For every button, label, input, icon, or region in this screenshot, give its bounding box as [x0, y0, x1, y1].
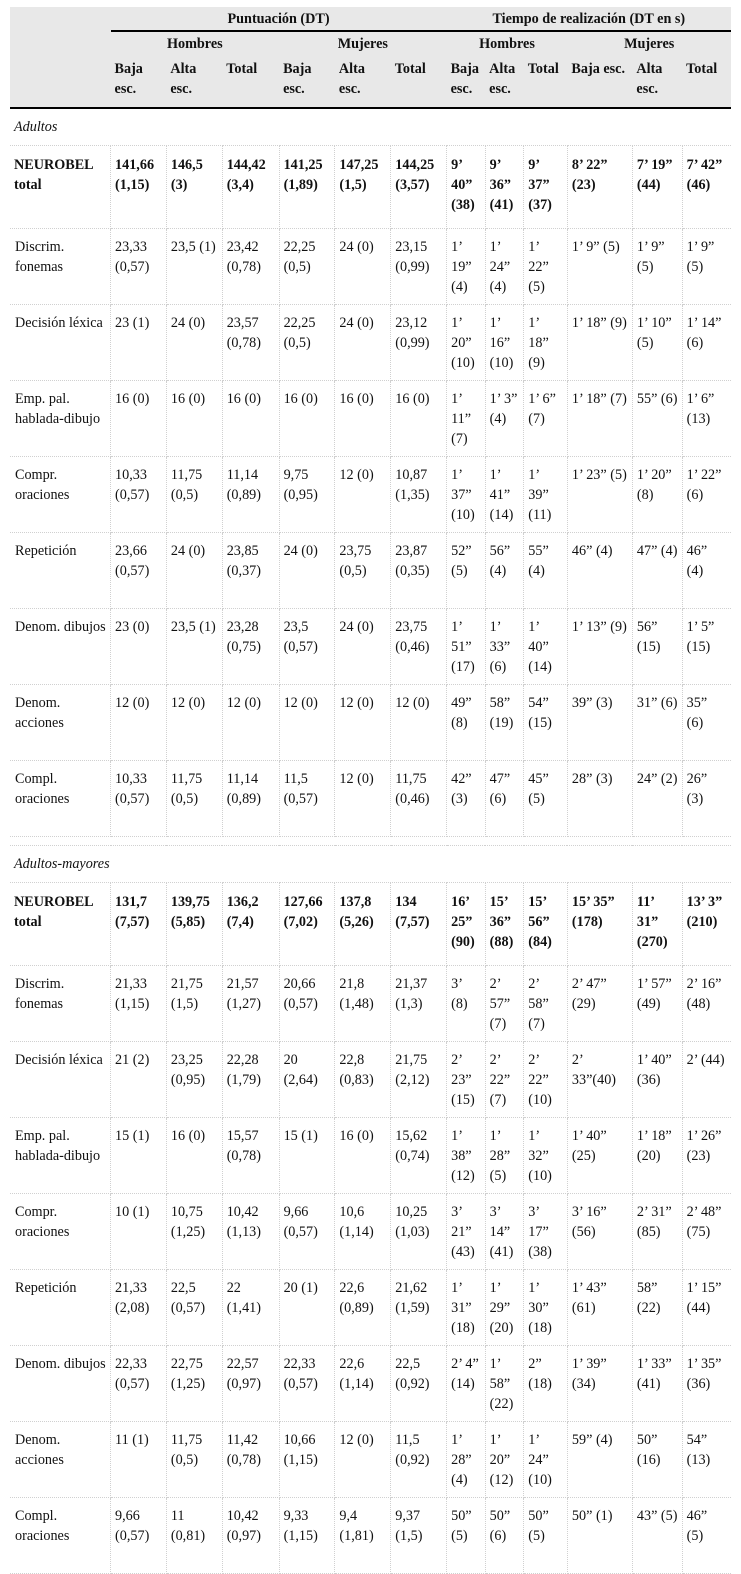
column-header: Baja esc.	[447, 55, 486, 108]
table-cell: 144,42 (3,4)	[222, 146, 279, 229]
row-label: Repetición	[10, 533, 111, 609]
spacer-cell	[10, 837, 731, 846]
table-cell: 24” (2)	[632, 761, 682, 837]
row-label: Emp. pal. hablada-dibujo	[10, 381, 111, 457]
table-cell: 15’ 35” (178)	[567, 883, 632, 966]
row-label: Compr. oraciones	[10, 457, 111, 533]
table-cell: 139,75 (5,85)	[166, 883, 222, 966]
table-cell: 1’ 23” (5)	[567, 457, 632, 533]
table-cell: 28” (3)	[567, 761, 632, 837]
table-cell: 1’ 18” (7)	[567, 381, 632, 457]
table-cell: 16 (0)	[166, 381, 222, 457]
table-cell: 23,28 (0,75)	[222, 609, 279, 685]
column-header: Total	[524, 55, 568, 108]
table-cell: 11,5 (0,57)	[279, 761, 335, 837]
table-cell: 12 (0)	[335, 457, 391, 533]
column-header: Total	[391, 55, 447, 108]
table-cell: 10,25 (1,03)	[391, 1194, 447, 1270]
table-cell: 16 (0)	[391, 381, 447, 457]
table-row	[10, 533, 731, 609]
table-cell: 22,6 (1,14)	[335, 1346, 391, 1422]
table-cell: 1’ 14” (6)	[682, 305, 731, 381]
table-cell: 21,33 (1,15)	[111, 966, 167, 1042]
table-cell: 1’ 31” (18)	[447, 1270, 486, 1346]
table-cell: 35” (6)	[682, 685, 731, 761]
table-row	[10, 229, 731, 305]
table-cell: 1’ 30” (18)	[524, 1270, 568, 1346]
table-cell: 9,75 (0,95)	[279, 457, 335, 533]
table-cell: 23,57 (0,78)	[222, 305, 279, 381]
table-cell: 1’ 20” (8)	[632, 457, 682, 533]
table-cell: 1’ 9” (5)	[632, 229, 682, 305]
table-cell: 21 (2)	[111, 1042, 167, 1118]
table-row	[10, 1346, 731, 1422]
table-row	[10, 609, 731, 685]
table-cell: 15’ 56” (84)	[524, 883, 568, 966]
table-cell: 1’ 6” (7)	[524, 381, 568, 457]
table-cell: 22,5 (0,92)	[391, 1346, 447, 1422]
table-cell: 21,62 (1,59)	[391, 1270, 447, 1346]
table-header	[10, 7, 731, 108]
column-header: Total	[222, 55, 279, 108]
table-cell: 1’ 24” (4)	[485, 229, 524, 305]
table-cell: 20 (2,64)	[279, 1042, 335, 1118]
row-label: Denom. dibujos	[10, 609, 111, 685]
table-cell: 10,87 (1,35)	[391, 457, 447, 533]
table-cell: 16 (0)	[222, 381, 279, 457]
table-cell: 2’ 57” (7)	[485, 966, 524, 1042]
table-cell: 31” (6)	[632, 685, 682, 761]
table-cell: 9,66 (0,57)	[279, 1194, 335, 1270]
table-cell: 15 (1)	[279, 1118, 335, 1194]
table-cell: 22,5 (0,57)	[166, 1270, 222, 1346]
table-cell: 49” (8)	[447, 685, 486, 761]
row-label: Compr. oraciones	[10, 1194, 111, 1270]
table-cell: 1’ 39” (34)	[567, 1346, 632, 1422]
table-cell: 21,8 (1,48)	[335, 966, 391, 1042]
table-cell: 47” (4)	[632, 533, 682, 609]
table-cell: 1’ 9” (5)	[682, 229, 731, 305]
table-cell: 16 (0)	[279, 381, 335, 457]
table-cell: 1’ 10” (5)	[632, 305, 682, 381]
table-cell: 1’ 41” (14)	[485, 457, 524, 533]
table-cell: 11,75 (0,5)	[166, 761, 222, 837]
table-cell: 22,33 (0,57)	[279, 1346, 335, 1422]
table-cell: 10,6 (1,14)	[335, 1194, 391, 1270]
table-cell: 42” (3)	[447, 761, 486, 837]
table-cell: 2’ (44)	[682, 1042, 731, 1118]
table-cell: 9,4 (1,81)	[335, 1498, 391, 1574]
table-cell: 24 (0)	[335, 305, 391, 381]
table-cell: 1’ 22” (5)	[524, 229, 568, 305]
table-cell: 131,7 (7,57)	[111, 883, 167, 966]
table-cell: 141,25 (1,89)	[279, 146, 335, 229]
table-cell: 22,75 (1,25)	[166, 1346, 222, 1422]
table-cell: 2’ 33”(40)	[567, 1042, 632, 1118]
table-cell: 56” (4)	[485, 533, 524, 609]
table-cell: 11,5 (0,92)	[391, 1422, 447, 1498]
row-label: Repetición	[10, 1270, 111, 1346]
table-cell: 2’ 48” (75)	[682, 1194, 731, 1270]
table-cell: 22,57 (0,97)	[222, 1346, 279, 1422]
table-cell: 23,85 (0,37)	[222, 533, 279, 609]
table-cell: 136,2 (7,4)	[222, 883, 279, 966]
table-cell: 24 (0)	[279, 533, 335, 609]
header-group-score: Puntuación (DT)	[111, 7, 447, 31]
table-cell: 11,75 (0,5)	[166, 457, 222, 533]
table-cell: 55” (6)	[632, 381, 682, 457]
table-cell: 9’ 37” (37)	[524, 146, 568, 229]
table-cell: 2’ 47” (29)	[567, 966, 632, 1042]
row-label: Denom. dibujos	[10, 1346, 111, 1422]
table-cell: 15’ 36” (88)	[485, 883, 524, 966]
table-cell: 9,66 (0,57)	[111, 1498, 167, 1574]
table-cell: 15 (1)	[111, 1118, 167, 1194]
table-cell: 16’ 25” (90)	[447, 883, 486, 966]
table-cell: 3’ 21” (43)	[447, 1194, 486, 1270]
table-cell: 55” (4)	[524, 533, 568, 609]
column-header: Alta esc.	[485, 55, 524, 108]
row-label: Compl. oraciones	[10, 761, 111, 837]
table-cell: 1’ 19” (4)	[447, 229, 486, 305]
table-cell: 12 (0)	[279, 685, 335, 761]
table-cell: 10 (1)	[111, 1194, 167, 1270]
table-cell: 23,5 (1)	[166, 229, 222, 305]
table-cell: 10,33 (0,57)	[111, 457, 167, 533]
table-body	[10, 108, 731, 1574]
table-cell: 2’ 31” (85)	[632, 1194, 682, 1270]
section-title: Adultos	[10, 108, 731, 146]
table-cell: 22,25 (0,5)	[279, 305, 335, 381]
table-cell: 12 (0)	[335, 1422, 391, 1498]
table-cell: 1’ 22” (6)	[682, 457, 731, 533]
table-cell: 52” (5)	[447, 533, 486, 609]
table-cell: 1’ 40” (25)	[567, 1118, 632, 1194]
table-cell: 20,66 (0,57)	[279, 966, 335, 1042]
table-cell: 23,75 (0,46)	[391, 609, 447, 685]
table-cell: 23,12 (0,99)	[391, 305, 447, 381]
column-header: Alta esc.	[335, 55, 391, 108]
row-label: Decisión léxica	[10, 305, 111, 381]
table-cell: 7’ 42” (46)	[682, 146, 731, 229]
table-cell: 3’ 14” (41)	[485, 1194, 524, 1270]
table-cell: 50” (1)	[567, 1498, 632, 1574]
table-cell: 50” (5)	[447, 1498, 486, 1574]
table-cell: 11,14 (0,89)	[222, 457, 279, 533]
table-cell: 45” (5)	[524, 761, 568, 837]
table-cell: 1’ 24” (10)	[524, 1422, 568, 1498]
table-row	[10, 1042, 731, 1118]
table-cell: 16 (0)	[111, 381, 167, 457]
table-row	[10, 685, 731, 761]
section-title: Adultos-mayores	[10, 846, 731, 883]
table-cell: 1’ 39” (11)	[524, 457, 568, 533]
table-cell: 1’ 5” (15)	[682, 609, 731, 685]
row-label: NEUROBEL total	[10, 883, 111, 966]
table-cell: 50” (16)	[632, 1422, 682, 1498]
table-cell: 22 (1,41)	[222, 1270, 279, 1346]
table-cell: 12 (0)	[166, 685, 222, 761]
table-cell: 21,57 (1,27)	[222, 966, 279, 1042]
table-cell: 1’ 20” (10)	[447, 305, 486, 381]
table-cell: 10,33 (0,57)	[111, 761, 167, 837]
table-cell: 11 (1)	[111, 1422, 167, 1498]
row-label: Compl. oraciones	[10, 1498, 111, 1574]
table-cell: 11,75 (0,46)	[391, 761, 447, 837]
table-cell: 1’ 13” (9)	[567, 609, 632, 685]
table-cell: 1’ 20” (12)	[485, 1422, 524, 1498]
table-cell: 24 (0)	[335, 229, 391, 305]
row-label: Emp. pal. hablada-dibujo	[10, 1118, 111, 1194]
table-cell: 22,25 (0,5)	[279, 229, 335, 305]
table-cell: 1’ 18” (20)	[632, 1118, 682, 1194]
table-cell: 22,8 (0,83)	[335, 1042, 391, 1118]
header-corner	[10, 7, 111, 108]
table-cell: 1’ 35” (36)	[682, 1346, 731, 1422]
column-header: Alta esc.	[166, 55, 222, 108]
table-cell: 59” (4)	[567, 1422, 632, 1498]
table-cell: 1’ 16” (10)	[485, 305, 524, 381]
table-cell: 1’ 6” (13)	[682, 381, 731, 457]
table-row	[10, 305, 731, 381]
table-cell: 1’ 33” (6)	[485, 609, 524, 685]
table-cell: 24 (0)	[335, 609, 391, 685]
table-cell: 58” (22)	[632, 1270, 682, 1346]
table-row	[10, 1498, 731, 1574]
row-label: Decisión léxica	[10, 1042, 111, 1118]
table-cell: 12 (0)	[335, 761, 391, 837]
table-cell: 21,75 (2,12)	[391, 1042, 447, 1118]
total-row	[10, 146, 731, 229]
table-cell: 11,75 (0,5)	[166, 1422, 222, 1498]
table-cell: 10,66 (1,15)	[279, 1422, 335, 1498]
table-cell: 46” (4)	[567, 533, 632, 609]
table-row	[10, 1194, 731, 1270]
table-cell: 1’ 11” (7)	[447, 381, 486, 457]
table-cell: 23,42 (0,78)	[222, 229, 279, 305]
table-cell: 21,33 (2,08)	[111, 1270, 167, 1346]
table-cell: 7’ 19” (44)	[632, 146, 682, 229]
row-label: NEUROBEL total	[10, 146, 111, 229]
table-cell: 50” (5)	[524, 1498, 568, 1574]
row-label: Discrim. fonemas	[10, 966, 111, 1042]
table-cell: 56” (15)	[632, 609, 682, 685]
table-cell: 9’ 40” (38)	[447, 146, 486, 229]
table-cell: 22,6 (0,89)	[335, 1270, 391, 1346]
table-cell: 21,75 (1,5)	[166, 966, 222, 1042]
table-cell: 11 (0,81)	[166, 1498, 222, 1574]
table-cell: 16 (0)	[335, 381, 391, 457]
row-label: Discrim. fonemas	[10, 229, 111, 305]
column-header: Baja esc.	[279, 55, 335, 108]
table-cell: 23 (0)	[111, 609, 167, 685]
table-cell: 2’ 4” (14)	[447, 1346, 486, 1422]
table-cell: 144,25 (3,57)	[391, 146, 447, 229]
table-cell: 23,87 (0,35)	[391, 533, 447, 609]
header-group-time: Tiempo de realización (DT en s)	[447, 7, 731, 31]
table-cell: 24 (0)	[166, 533, 222, 609]
table-cell: 1’ 40” (36)	[632, 1042, 682, 1118]
table-cell: 1’ 26” (23)	[682, 1118, 731, 1194]
table-cell: 16 (0)	[335, 1118, 391, 1194]
table-cell: 23,25 (0,95)	[166, 1042, 222, 1118]
table-cell: 1’ 32” (10)	[524, 1118, 568, 1194]
table-cell: 12 (0)	[335, 685, 391, 761]
table-cell: 58” (19)	[485, 685, 524, 761]
table-cell: 3’ (8)	[447, 966, 486, 1042]
table-row	[10, 457, 731, 533]
table-row	[10, 1422, 731, 1498]
table-cell: 1’ 18” (9)	[524, 305, 568, 381]
table-cell: 47” (6)	[485, 761, 524, 837]
header-hombres-time: Hombres	[447, 31, 568, 55]
table-cell: 2” (18)	[524, 1346, 568, 1422]
table-cell: 1’ 28” (5)	[485, 1118, 524, 1194]
table-cell: 1’ 38” (12)	[447, 1118, 486, 1194]
table-cell: 12 (0)	[391, 685, 447, 761]
header-mujeres-time: Mujeres	[567, 31, 731, 55]
header-hombres-score: Hombres	[111, 31, 280, 55]
total-row	[10, 883, 731, 966]
table-cell: 10,75 (1,25)	[166, 1194, 222, 1270]
table-cell: 2’ 22” (7)	[485, 1042, 524, 1118]
table-cell: 2’ 23” (15)	[447, 1042, 486, 1118]
column-header: Baja esc.	[567, 55, 632, 108]
table-cell: 134 (7,57)	[391, 883, 447, 966]
table-row	[10, 761, 731, 837]
table-cell: 9,33 (1,15)	[279, 1498, 335, 1574]
table-cell: 1’ 33” (41)	[632, 1346, 682, 1422]
spacer-row	[10, 837, 731, 846]
table-cell: 3’ 16” (56)	[567, 1194, 632, 1270]
column-header: Baja esc.	[111, 55, 167, 108]
table-cell: 46” (4)	[682, 533, 731, 609]
column-header: Total	[682, 55, 731, 108]
table-cell: 23,33 (0,57)	[111, 229, 167, 305]
table-cell: 20 (1)	[279, 1270, 335, 1346]
table-cell: 3’ 17” (38)	[524, 1194, 568, 1270]
table-cell: 1’ 28” (4)	[447, 1422, 486, 1498]
table-cell: 23,75 (0,5)	[335, 533, 391, 609]
table-cell: 9’ 36” (41)	[485, 146, 524, 229]
results-table	[10, 7, 731, 1574]
section-row	[10, 108, 731, 146]
header-mujeres-score: Mujeres	[279, 31, 447, 55]
table-row	[10, 381, 731, 457]
table-cell: 146,5 (3)	[166, 146, 222, 229]
table-cell: 23,66 (0,57)	[111, 533, 167, 609]
table-cell: 22,33 (0,57)	[111, 1346, 167, 1422]
table-cell: 1’ 37” (10)	[447, 457, 486, 533]
table-cell: 24 (0)	[166, 305, 222, 381]
table-cell: 147,25 (1,5)	[335, 146, 391, 229]
table-row	[10, 1270, 731, 1346]
section-row	[10, 846, 731, 883]
table-row	[10, 1118, 731, 1194]
table-cell: 1’ 18” (9)	[567, 305, 632, 381]
table-cell: 23,5 (0,57)	[279, 609, 335, 685]
table-row	[10, 966, 731, 1042]
table-cell: 2’ 16” (48)	[682, 966, 731, 1042]
table-cell: 1’ 43” (61)	[567, 1270, 632, 1346]
table-cell: 26” (3)	[682, 761, 731, 837]
table-cell: 11’ 31” (270)	[632, 883, 682, 966]
table-cell: 12 (0)	[111, 685, 167, 761]
table-cell: 23,15 (0,99)	[391, 229, 447, 305]
table-cell: 15,57 (0,78)	[222, 1118, 279, 1194]
table-cell: 50” (6)	[485, 1498, 524, 1574]
table-cell: 11,14 (0,89)	[222, 761, 279, 837]
table-cell: 1’ 9” (5)	[567, 229, 632, 305]
table-cell: 137,8 (5,26)	[335, 883, 391, 966]
table-cell: 1’ 40” (14)	[524, 609, 568, 685]
table-cell: 43” (5)	[632, 1498, 682, 1574]
table-cell: 10,42 (0,97)	[222, 1498, 279, 1574]
table-cell: 9,37 (1,5)	[391, 1498, 447, 1574]
table-cell: 2’ 22” (10)	[524, 1042, 568, 1118]
table-cell: 1’ 51” (17)	[447, 609, 486, 685]
table-cell: 1’ 57” (49)	[632, 966, 682, 1042]
table-cell: 12 (0)	[222, 685, 279, 761]
table-cell: 2’ 58” (7)	[524, 966, 568, 1042]
table-cell: 1’ 3” (4)	[485, 381, 524, 457]
table-cell: 46” (5)	[682, 1498, 731, 1574]
column-header: Alta esc.	[632, 55, 682, 108]
table-cell: 1’ 58” (22)	[485, 1346, 524, 1422]
table-cell: 141,66 (1,15)	[111, 146, 167, 229]
column-header-row	[10, 55, 731, 108]
table-cell: 127,66 (7,02)	[279, 883, 335, 966]
table-cell: 16 (0)	[166, 1118, 222, 1194]
table-cell: 15,62 (0,74)	[391, 1118, 447, 1194]
table-cell: 1’ 15” (44)	[682, 1270, 731, 1346]
table-cell: 54” (15)	[524, 685, 568, 761]
table-cell: 11,42 (0,78)	[222, 1422, 279, 1498]
row-label: Denom. acciones	[10, 1422, 111, 1498]
table-cell: 22,28 (1,79)	[222, 1042, 279, 1118]
table-cell: 23 (1)	[111, 305, 167, 381]
table-cell: 10,42 (1,13)	[222, 1194, 279, 1270]
table-cell: 1’ 29” (20)	[485, 1270, 524, 1346]
table-cell: 54” (13)	[682, 1422, 731, 1498]
table-cell: 8’ 22” (23)	[567, 146, 632, 229]
table-cell: 21,37 (1,3)	[391, 966, 447, 1042]
table-cell: 13’ 3” (210)	[682, 883, 731, 966]
row-label: Denom. acciones	[10, 685, 111, 761]
table-cell: 23,5 (1)	[166, 609, 222, 685]
table-cell: 39” (3)	[567, 685, 632, 761]
